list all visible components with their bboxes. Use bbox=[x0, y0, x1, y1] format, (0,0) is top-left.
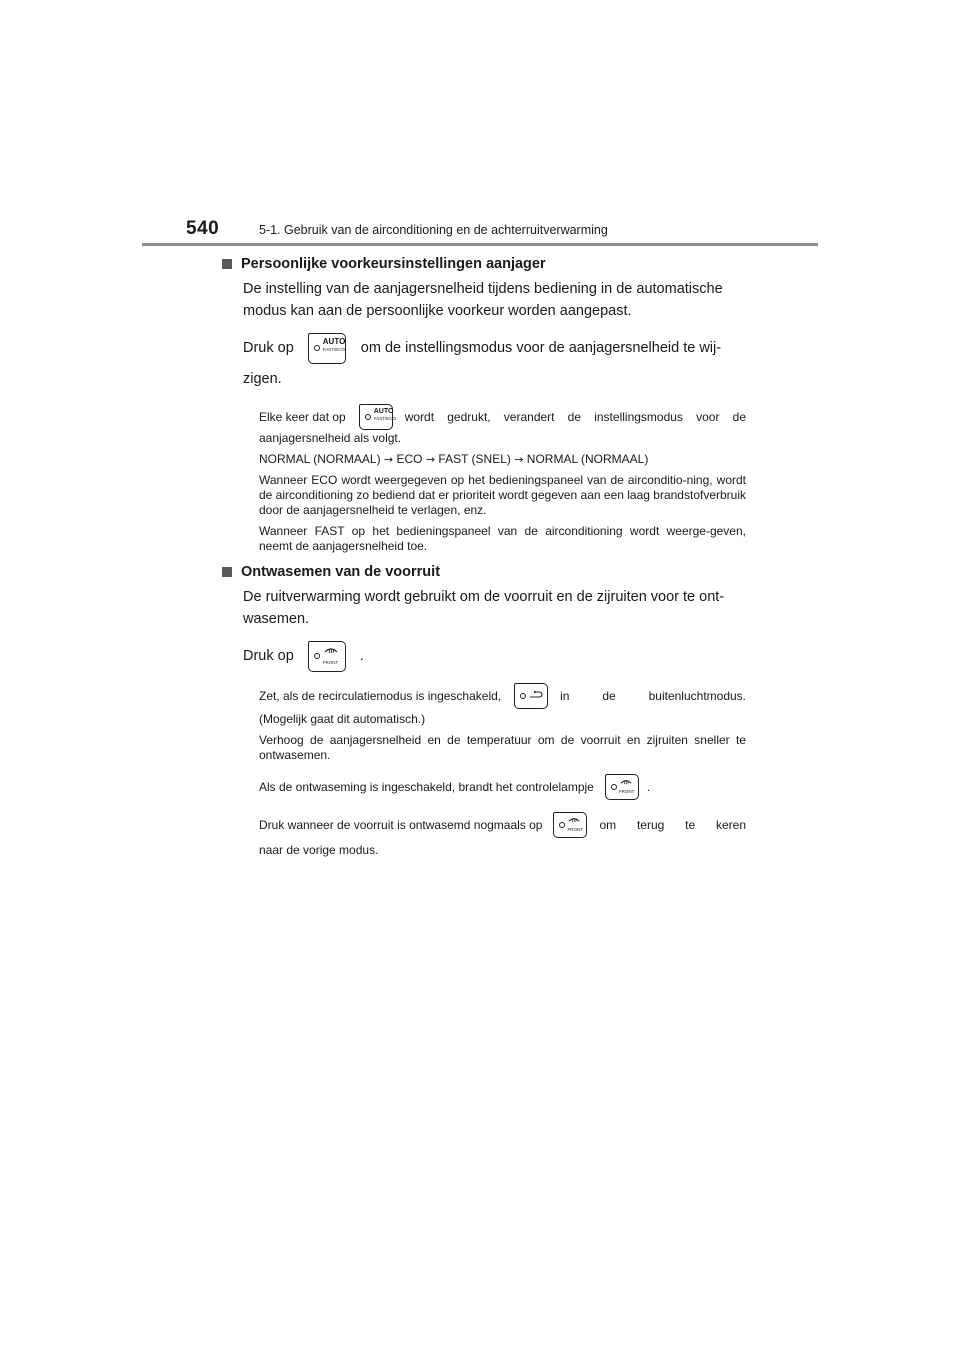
square-bullet-icon bbox=[222, 567, 232, 577]
mode-cycle bbox=[259, 452, 746, 467]
note-text: naar de vorige modus. bbox=[259, 843, 379, 857]
paragraph: De instelling van de aanjagersnelheid tijdens bediening in de automatische modus kan aan de persoonlijke voorkeur worden aangepast. bbox=[243, 281, 723, 319]
page-content bbox=[222, 254, 746, 858]
page-number: 540 bbox=[186, 218, 220, 239]
note-text: Druk wanneer de voorruit is ontwasemd nogmaals op bbox=[259, 817, 543, 832]
note-fast: Wanneer FAST op het bedieningspaneel van de airconditioning wordt weerge-geven, neemt de aanjagersnelheid toe. bbox=[259, 524, 746, 553]
front-defroster-indicator-icon: FRONT bbox=[605, 774, 639, 800]
heading-text: Persoonlijke voorkeursinstellingen aanjager bbox=[241, 256, 546, 272]
arrow-right-icon: → bbox=[425, 453, 436, 466]
section-title: 5-1. Gebruik van de airconditioning en de achterruitverwarming bbox=[259, 223, 608, 237]
square-bullet-icon bbox=[222, 259, 232, 269]
instruction-text: Druk op bbox=[243, 340, 294, 356]
arrow-right-icon: → bbox=[514, 453, 524, 466]
note-text: aanjagersnelheid als volgt. bbox=[259, 431, 402, 445]
note-text: Zet, als de recirculatiemodus is ingeschakeld, bbox=[259, 688, 502, 703]
instruction-text-continued: zigen. bbox=[243, 371, 282, 387]
note-text: . bbox=[646, 779, 651, 794]
instruction-text: om de instellingsmodus voor de aanjagersnelheid te wij- bbox=[360, 340, 722, 356]
section-heading-fan-preferences bbox=[222, 254, 746, 274]
note-line bbox=[259, 406, 746, 428]
auto-fast-eco-button-icon: AUTO FAST/ECO bbox=[359, 404, 393, 430]
cycle-step: FAST (SNEL) bbox=[438, 452, 511, 466]
section-heading-windshield-defog bbox=[222, 562, 746, 582]
note-line bbox=[259, 773, 746, 801]
recirculation-button-icon bbox=[514, 683, 548, 709]
arrow-right-icon: → bbox=[383, 453, 394, 466]
instruction-line bbox=[243, 640, 746, 672]
note-line bbox=[259, 811, 746, 839]
cycle-step: ECO bbox=[396, 452, 423, 466]
note-eco: Wanneer ECO wordt weergegeven op het bedieningspaneel van de airconditio-ning, wordt de airconditioning zo bediend dat er prioriteit wordt gegeven aan een laag brandstofverbruik door de aanjagersnelheid te verlagen, enz. bbox=[259, 473, 746, 517]
note-text: Als de ontwaseming is ingeschakeld, brandt het controlelampje bbox=[259, 779, 594, 794]
note-line bbox=[259, 684, 746, 708]
note-increase-fan: Verhoog de aanjagersnelheid en de temperatuur om de voorruit en zijruiten sneller te ontwasemen. bbox=[259, 733, 746, 762]
note-text: om terug te keren bbox=[599, 817, 746, 832]
front-defroster-button-icon: FRONT bbox=[553, 812, 587, 838]
note-text: wordt gedrukt, verandert de instellingsmodus voor de bbox=[404, 409, 746, 424]
front-defroster-button-icon: FRONT bbox=[308, 641, 346, 672]
auto-fast-eco-button-icon: AUTO FAST/ECO bbox=[308, 333, 346, 364]
note-text: (Mogelijk gaat dit automatisch.) bbox=[259, 712, 426, 726]
instruction-line bbox=[243, 332, 746, 364]
heading-text: Ontwasemen van de voorruit bbox=[241, 564, 441, 580]
instruction-text: . bbox=[359, 648, 364, 664]
header-divider bbox=[142, 243, 818, 246]
note-text: in de buitenluchtmodus. bbox=[560, 688, 746, 703]
paragraph: De ruitverwarming wordt gebruikt om de voorruit en de zijruiten voor te ont-wasemen. bbox=[243, 589, 725, 627]
note-text: Elke keer dat op bbox=[259, 409, 346, 424]
cycle-step: NORMAL (NORMAAL) bbox=[526, 452, 649, 466]
cycle-step: NORMAL (NORMAAL) bbox=[259, 452, 381, 466]
instruction-text: Druk op bbox=[243, 648, 294, 664]
